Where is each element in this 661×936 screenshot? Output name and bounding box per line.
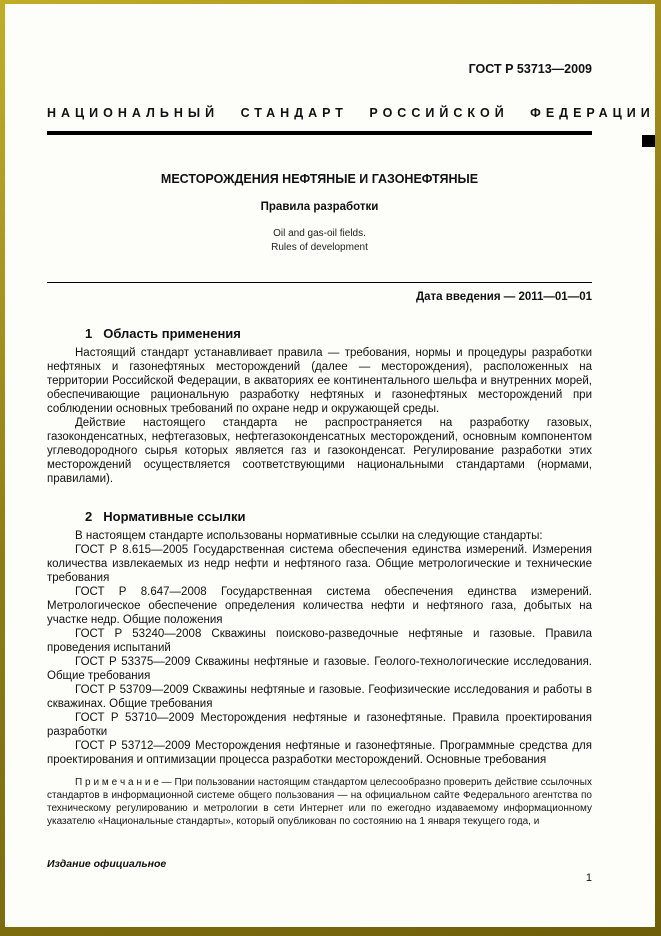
title-english-line2: Rules of development (271, 242, 368, 253)
section-1-paragraph: Настоящий стандарт устанавливает правила — требования, нормы и процедуры разработки нефтяных и газонефтяных месторождений (далее — месторождения), расположенных на территории Российской Федерации, в акваториях ее континентального шельфа и внутренних морей, обеспечивающие рациональную разработку нефтяных и газонефтяных месторождений при соблюдении основных требований по охране недр и окружающей среды. (47, 347, 592, 415)
document-number: ГОСТ Р 53713—2009 (468, 62, 592, 76)
standard-reference: ГОСТ Р 53375—2009 Скважины нефтяные и газовые. Геолого-технологические исследования. Общие требования (47, 656, 592, 682)
title-english-line1: Oil and gas-oil fields. (273, 228, 366, 239)
document-page (5, 4, 655, 927)
document-title: МЕСТОРОЖДЕНИЯ НЕФТЯНЫЕ И ГАЗОНЕФТЯНЫЕ (160, 172, 479, 186)
section-2-title: Нормативные ссылки (103, 509, 246, 524)
edge-scan-mark (642, 135, 655, 147)
section-2-intro: В настоящем стандарте использованы нормативные ссылки на следующие стандарты: (75, 530, 543, 542)
page-number: 1 (585, 872, 592, 884)
effective-date: Дата введения — 2011—01—01 (415, 291, 592, 303)
standard-reference: ГОСТ Р 53712—2009 Месторождения нефтяные и газонефтяные. Программные средства для проектирования и оптимизации процесса разработки месторождений. Основные требования (47, 740, 592, 766)
document-title-english (47, 227, 592, 255)
date-rule (47, 282, 592, 283)
footnote-reference-check: П р и м е ч а н и е — При пользовании настоящим стандартом целесообразно проверить действие ссылочных стандартов в информационной системе общего пользования — на официальном сайте Федерального агентства по техническому регулированию и метрологии в сети Интернет или по ежегодно издаваемому информационному указателю «Национальные стандарты», который опубликован по состоянию на 1 января текущего года, и (47, 777, 592, 827)
section-2-heading (85, 509, 592, 524)
official-edition-label: Издание официальное (47, 858, 167, 870)
page-content (5, 62, 655, 828)
standard-reference: ГОСТ Р 8.615—2005 Государственная система обеспечения единства измерений. Измерения количества извлекаемых из недр нефти и нефтяного газа. Общие метрологические и технические требования (47, 544, 592, 584)
document-subtitle: Правила разработки (260, 201, 379, 213)
standard-reference: ГОСТ Р 53710—2009 Месторождения нефтяные и газонефтяные. Правила проектирования разработки (47, 712, 592, 738)
section-1-paragraph: Действие настоящего стандарта не распространяется на разработку газовых, газоконденсатных, нефтегазовых, нефтегазоконденсатных месторождений, основным компонентом углеводородного сырья которых является газ и газоконденсат. Регулирование разработки этих месторождений осуществляется соответствующими национальными стандартами (нормами, правилами). (47, 417, 592, 485)
section-1-title: Область применения (103, 326, 241, 341)
national-standard-header: НАЦИОНАЛЬНЫЙ СТАНДАРТ РОССИЙСКОЙ ФЕДЕРАЦИИ (47, 106, 655, 120)
standard-reference: ГОСТ Р 53240—2008 Скважины поисково-разведочные нефтяные и газовые. Правила проведения испытаний (47, 628, 592, 654)
page-footer (47, 858, 592, 884)
standard-reference: ГОСТ Р 8.647—2008 Государственная система обеспечения единства измерений. Метрологическое обеспечение определения количества нефти и нефтяного газа, добытых на участке недр. Общие положения (47, 586, 592, 626)
section-1-heading (85, 326, 592, 341)
standard-reference: ГОСТ Р 53709—2009 Скважины нефтяные и газовые. Геофизические исследования и работы в скважинах. Общие требования (47, 684, 592, 710)
header-rule (47, 131, 592, 135)
section-2-number: 2 (85, 509, 93, 524)
section-1-number: 1 (85, 326, 93, 341)
